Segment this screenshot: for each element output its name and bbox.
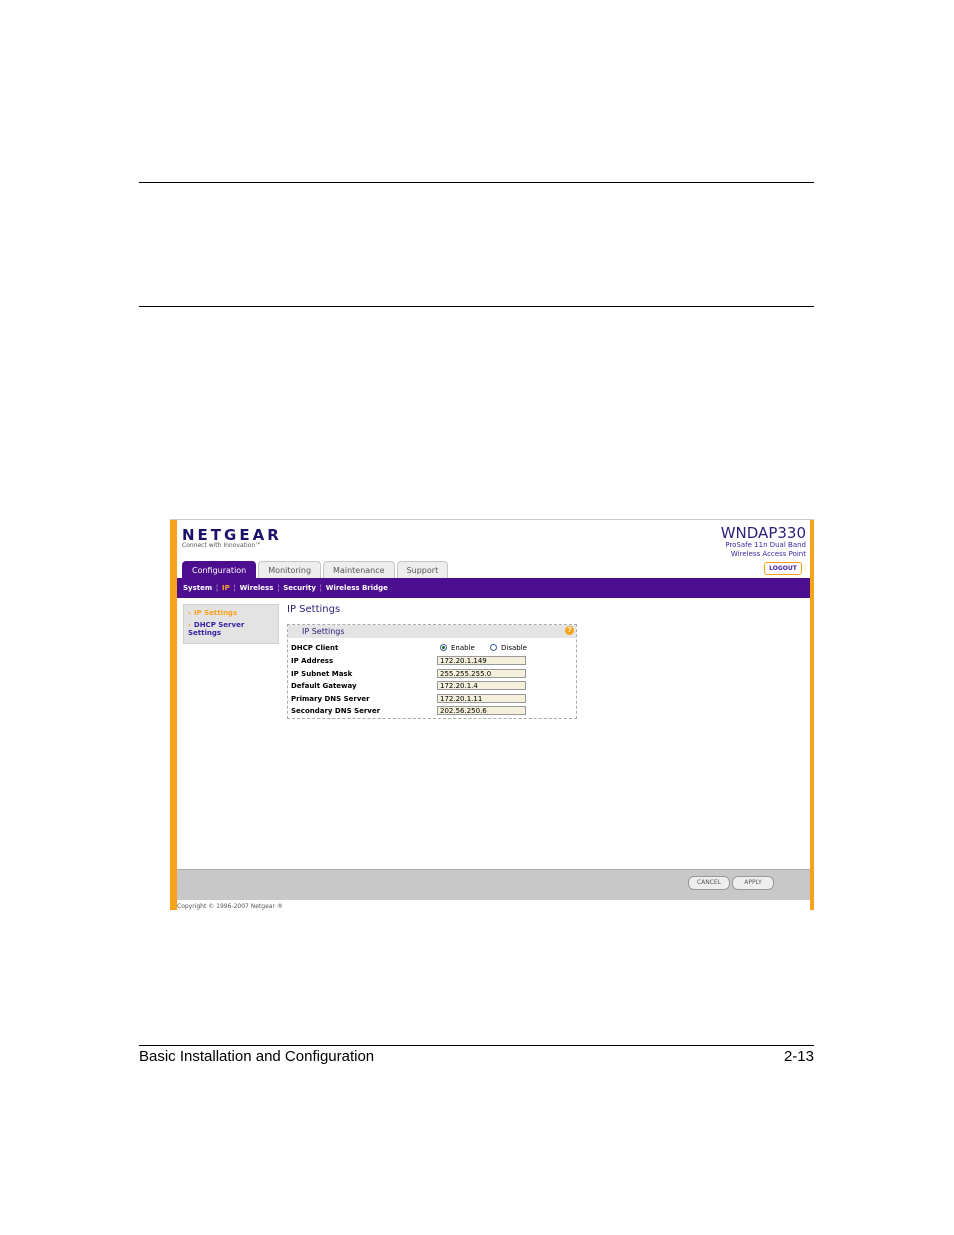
content-area <box>177 598 810 868</box>
top-rule <box>139 182 814 183</box>
logout-button[interactable]: LOGOUT <box>764 562 802 575</box>
help-icon[interactable]: ? <box>565 626 574 635</box>
primary-dns-input[interactable]: 172.20.1.11 <box>437 694 526 703</box>
sidebar-item-dhcp-server-settings[interactable] <box>188 621 258 637</box>
right-border <box>810 520 814 910</box>
dhcp-enable-radio[interactable] <box>440 644 447 651</box>
router-ui-screenshot <box>170 519 814 910</box>
chevron-right-icon: › <box>188 609 191 617</box>
panel-header <box>288 625 576 638</box>
ip-settings-panel <box>287 624 577 719</box>
product-line-2: Wireless Access Point <box>730 550 806 558</box>
left-border <box>170 520 177 910</box>
main-tabs <box>182 561 448 578</box>
cancel-button[interactable]: CANCEL <box>688 876 730 890</box>
subnav-separator: ¦ <box>277 584 280 592</box>
chapter-title: Basic Installation and Configuration <box>139 1048 375 1065</box>
ip-address-label: IP Address <box>291 657 334 665</box>
sidebar-item-label: DHCP Server Settings <box>188 621 245 637</box>
dhcp-enable-label: Enable <box>451 644 475 652</box>
tab-maintenance[interactable]: Maintenance <box>323 561 395 578</box>
tab-monitoring[interactable]: Monitoring <box>258 561 321 578</box>
tab-support[interactable]: Support <box>397 561 449 578</box>
subnet-mask-label: IP Subnet Mask <box>291 670 353 678</box>
copyright: Copyright © 1996-2007 Netgear ® <box>177 903 283 910</box>
apply-button[interactable]: APPLY <box>732 876 774 890</box>
sidebar-item-ip-settings[interactable] <box>188 609 237 617</box>
subnet-mask-input[interactable]: 255.255.255.0 <box>437 669 526 678</box>
panel-title: IP Settings <box>302 627 345 636</box>
tab-configuration[interactable]: Configuration <box>182 561 256 579</box>
sub-navigation <box>177 578 810 598</box>
page-title: IP Settings <box>287 604 341 615</box>
subnav-ip[interactable]: IP <box>222 584 230 592</box>
subnav-system[interactable]: System <box>183 584 213 592</box>
subnav-separator: ¦ <box>319 584 322 592</box>
action-bar <box>177 869 810 900</box>
subnav-security[interactable]: Security <box>283 584 316 592</box>
chevron-right-icon: › <box>188 621 191 629</box>
secondary-dns-label: Secondary DNS Server <box>291 707 381 715</box>
footer-rule <box>139 1045 814 1046</box>
sidebar <box>183 604 279 644</box>
product-description <box>725 541 806 559</box>
header-rule <box>139 306 814 307</box>
model-name: WNDAP330 <box>720 524 806 542</box>
logo-tagline: Connect with Innovation™ <box>182 542 262 549</box>
subnav-separator: ¦ <box>233 584 236 592</box>
sidebar-item-label: IP Settings <box>193 609 238 617</box>
subnav-wireless[interactable]: Wireless <box>239 584 274 592</box>
dhcp-client-label: DHCP Client <box>291 644 339 652</box>
default-gateway-input[interactable]: 172.20.1.4 <box>437 681 526 690</box>
product-line-1: ProSafe 11n Dual Band <box>725 541 806 549</box>
page-number: 2-13 <box>783 1048 814 1065</box>
primary-dns-label: Primary DNS Server <box>291 695 370 703</box>
dhcp-disable-label: Disable <box>501 644 527 652</box>
subnav-separator: ¦ <box>216 584 218 592</box>
ip-address-input[interactable]: 172.20.1.149 <box>437 656 526 665</box>
dhcp-disable-radio[interactable] <box>490 644 497 651</box>
netgear-logo: NETGEAR <box>182 526 282 544</box>
subnav-wireless-bridge[interactable]: Wireless Bridge <box>325 584 388 592</box>
secondary-dns-input[interactable]: 202.56.250.6 <box>437 706 526 715</box>
default-gateway-label: Default Gateway <box>291 682 357 690</box>
